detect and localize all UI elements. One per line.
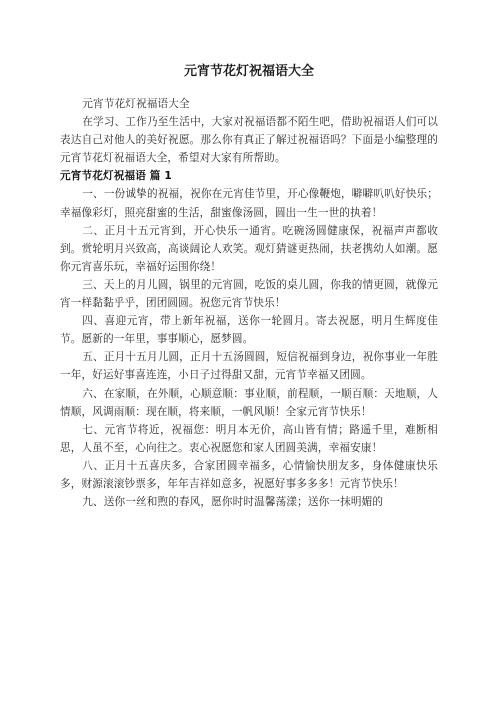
greeting-paragraph-4: 四、喜迎元宵，带上新年祝福，送你一轮圆月。寄去祝愿，明月生辉度佳节。愿新的一年里，事事顺心，愿梦圆。 [60, 315, 438, 346]
document-body [60, 95, 438, 511]
greeting-paragraph-8: 八、正月十五喜庆多，合家团圆幸福多，心情愉快朋友多，身体健康快乐多，财源滚滚钞票多，年年吉祥如意多，祝愿好事多多多！元宵节快乐！ [60, 459, 438, 490]
document-subtitle: 元宵节花灯祝福语大全 [82, 98, 190, 110]
greeting-paragraph-7: 七、元宵节将近，祝福您：明月本无价，高山皆有情；路遥千里，难断相思，人虽不至，心向往之。衷心祝愿您和家人团圆美满，幸福安康！ [60, 423, 438, 454]
greeting-paragraph-1: 一、一份诚挚的祝福，祝你在元宵佳节里，开心像鞭炮，噼噼叭叭好快乐；幸福像彩灯，照亮甜蜜的生活，甜蜜像汤圆，圆出一生一世的执着！ [60, 188, 438, 219]
intro-paragraph: 在学习、工作乃至生活中，大家对祝福语都不陌生吧，借助祝福语人们可以表达自己对他人的美好祝愿。那么你有真正了解过祝福语吗？下面是小编整理的元宵节花灯祝福语大全，希望对大家有所帮助。 [60, 116, 438, 165]
greeting-paragraph-3: 三、天上的月儿圆，锅里的元宵圆，吃饭的桌儿圆，你我的情更圆，就像元宵一样黏黏乎乎，团团圆圆。祝您元宵节快乐！ [60, 278, 438, 310]
greeting-paragraph-6: 六、在家顺，在外顺，心顺意顺：事业顺，前程顺，一顺百顺：天地顺，人情顺，风调雨顺：现在顺，将来顺，一帆风顺！全家元宵节快乐！ [60, 387, 438, 418]
greeting-paragraph-9: 九、送你一丝和煦的春风，愿你时时温馨荡漾；送你一抹明媚的 [82, 496, 384, 509]
document-title: 元宵节花灯祝福语大全 [183, 64, 314, 79]
greeting-paragraph-2: 二、正月十五元宵到，开心快乐一通宵。吃碗汤圆健康保，祝福声声都收到。赏轮明月兴致高，高谈阔论人欢笑。观灯猜谜更热闹，扶老携幼人如潮。愿你元宵喜乐玩，幸福好运围你绕！ [60, 224, 438, 273]
section-heading: 元宵节花灯祝福语 篇 1 [60, 170, 172, 183]
document-page [60, 0, 438, 702]
greeting-paragraph-5: 五、正月十五月儿圆，正月十五汤圆圆，短信祝福到身边，祝你事业一年胜一年，好运好事喜连连，小日子过得甜又甜，元宵节幸福又团圆。 [60, 351, 438, 382]
